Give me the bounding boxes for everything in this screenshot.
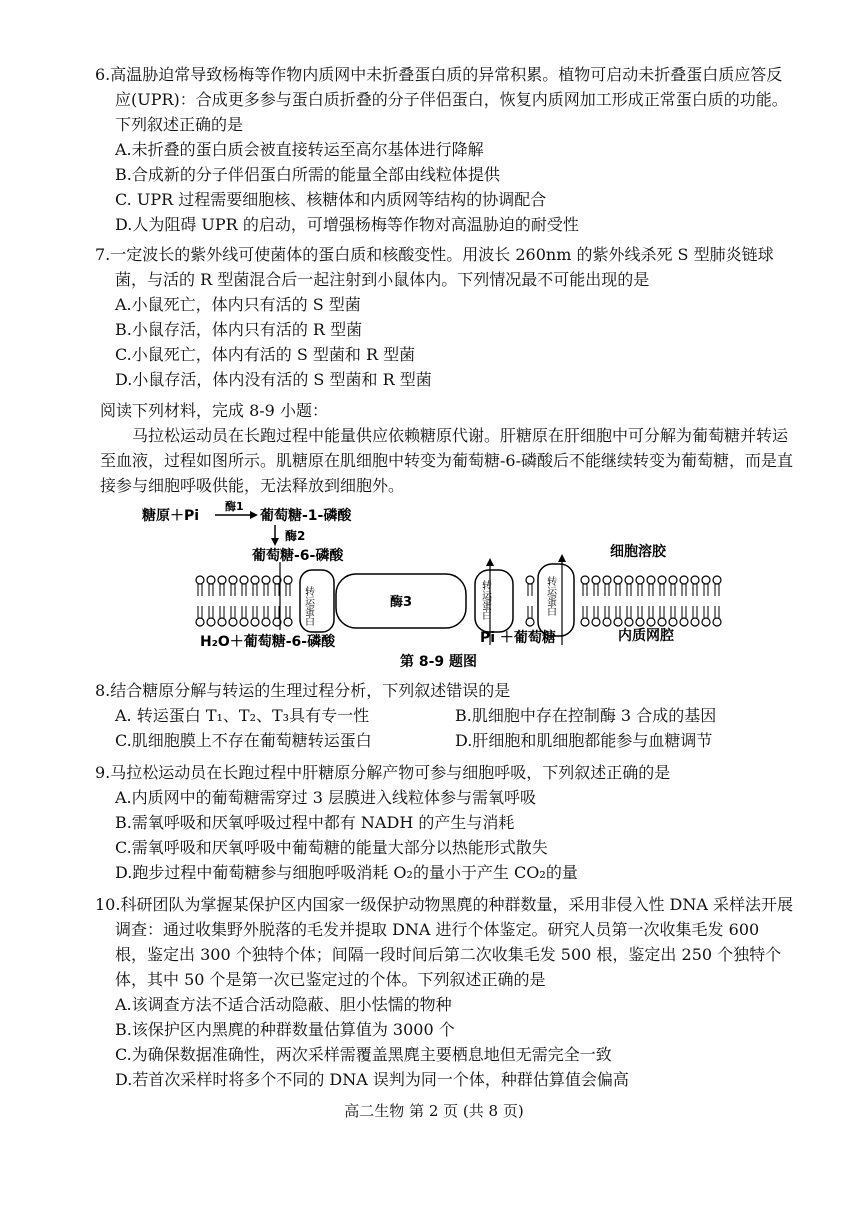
question-8-option-a: A. 转运蛋白 T₁、T₂、T₃具有专一性 bbox=[115, 706, 370, 725]
fig-caption: 第 8-9 题图 bbox=[400, 654, 478, 670]
question-7-option-b: B.小鼠存活，体内只有活的 R 型菌 bbox=[115, 320, 363, 339]
fig-glycogen-pi: 糖原＋Pi bbox=[142, 508, 200, 524]
question-8 bbox=[95, 678, 795, 753]
question-8-stem: 8.结合糖原分解与转运的生理过程分析，下列叙述错误的是 bbox=[95, 681, 511, 700]
fig-t2-label: 转运蛋白 bbox=[479, 580, 491, 620]
question-10-option-d: D.若首次采样时将多个不同的 DNA 误判为同一个体，种群估算值会偏高 bbox=[115, 1070, 629, 1089]
question-9-option-b: B.需氧呼吸和厌氧呼吸过程中都有 NADH 的产生与消耗 bbox=[115, 813, 515, 832]
question-6-option-a: A.未折叠的蛋白质会被直接转运至高尔基体进行降解 bbox=[115, 140, 484, 159]
question-6-option-d: D.人为阻碍 UPR 的启动，可增强杨梅等作物对高温胁迫的耐受性 bbox=[115, 215, 579, 234]
question-7-stem: 7.一定波长的紫外线可使菌体的蛋白质和核酸变性。用波长 260nm 的紫外线杀死 S 型肺炎链球菌，与活的 R 型菌混合后一起注射到小鼠体内。下列情况最不可能出现的是 bbox=[95, 245, 774, 289]
fig-enzyme2: 酶2 bbox=[285, 529, 306, 543]
fig-cytosol: 细胞溶胶 bbox=[610, 544, 666, 560]
question-7-option-d: D.小鼠存活，体内没有活的 S 型菌和 R 型菌 bbox=[115, 370, 432, 389]
question-9-option-a: A.内质网中的葡萄糖需穿过 3 层膜进入线粒体参与需氧呼吸 bbox=[115, 788, 536, 807]
question-9-stem: 9.马拉松运动员在长跑过程中肝糖原分解产物可参与细胞呼吸，下列叙述正确的是 bbox=[95, 763, 671, 782]
question-10-option-b: B.该保护区内黑麂的种群数量估算值为 3000 个 bbox=[115, 1020, 455, 1039]
question-10-stem: 10.科研团队为掌握某保护区内国家一级保护动物黑麂的种群数量，采用非侵入性 DNA 采样法开展调查：通过收集野外脱落的毛发并提取 DNA 进行个体鉴定。研究人员第一次收集毛发 600 根，鉴定出 300 个独特个体；间隔一段时间后第二次收集毛发 500 根，鉴定出 250 个独特个体，其中 50 个是第一次已鉴定过的个体。下列叙述正确的是 bbox=[95, 895, 794, 989]
question-7-option-c: C.小鼠死亡，体内有活的 S 型菌和 R 型菌 bbox=[115, 345, 416, 364]
fig-enzyme3-label: 酶3 bbox=[390, 595, 413, 610]
reading-paragraph: 马拉松运动员在长跑过程中能量供应依赖糖原代谢。肝糖原在肝细胞中可分解为葡萄糖并转运至血液，过程如图所示。肌糖原在肌细胞中转变为葡萄糖-6-磷酸后不能继续转变为葡萄糖，而是直接参与细胞呼吸供能，无法释放到细胞外。 bbox=[100, 426, 793, 495]
fig-t3-label: 转运蛋白 bbox=[544, 576, 556, 616]
question-6-option-b: B.合成新的分子伴侣蛋白所需的能量全部由线粒体提供 bbox=[115, 165, 500, 184]
page-footer: 高二生物 第 2 页 (共 8 页) bbox=[344, 1102, 524, 1120]
fig-t1-label: 转运蛋白 bbox=[302, 586, 314, 626]
fig-bottom-left: H₂O＋葡萄糖-6-磷酸 bbox=[200, 634, 336, 650]
fig-enzyme1: 酶1 bbox=[225, 500, 244, 513]
question-6-option-c: C. UPR 过程需要细胞核、核糖体和内质网等结构的协调配合 bbox=[115, 190, 547, 209]
question-7 bbox=[95, 242, 795, 392]
question-9-option-d: D.跑步过程中葡萄糖参与细胞呼吸消耗 O₂的量小于产生 CO₂的量 bbox=[115, 863, 578, 882]
fig-g1p: 葡萄糖-1-磷酸 bbox=[260, 508, 352, 524]
question-8-option-c: C.肌细胞膜上不存在葡萄糖转运蛋白 bbox=[115, 731, 372, 750]
reading-material bbox=[100, 398, 800, 498]
question-8-option-b: B.肌细胞中存在控制酶 3 合成的基因 bbox=[455, 706, 717, 725]
fig-er-lumen: 内质网腔 bbox=[618, 628, 674, 644]
question-10-option-a: A.该调查方法不适合活动隐蔽、胆小怯懦的物种 bbox=[115, 995, 452, 1014]
fig-g6p-top: 葡萄糖-6-磷酸 bbox=[252, 548, 344, 564]
question-9-option-c: C.需氧呼吸和厌氧呼吸中葡萄糖的能量大部分以热能形式散失 bbox=[115, 838, 548, 857]
question-6 bbox=[95, 62, 795, 237]
question-7-option-a: A.小鼠死亡，体内只有活的 S 型菌 bbox=[115, 295, 361, 314]
reading-lead: 阅读下列材料，完成 8-9 小题： bbox=[100, 401, 328, 420]
question-10 bbox=[95, 892, 795, 1092]
question-9 bbox=[95, 760, 795, 885]
question-6-stem: 6.高温胁迫常导致杨梅等作物内质网中未折叠蛋白质的异常积累。植物可启动未折叠蛋白质应答反应(UPR)：合成更多参与蛋白质折叠的分子伴侣蛋白，恢复内质网加工形成正常蛋白质的功能。下列叙述正确的是 bbox=[95, 65, 788, 134]
glycogen-figure bbox=[140, 500, 740, 670]
question-10-option-c: C.为确保数据准确性，两次采样需覆盖黑麂主要栖息地但无需完全一致 bbox=[115, 1045, 612, 1064]
fig-bottom-right: Pi ＋葡萄糖 bbox=[480, 630, 556, 646]
question-8-option-d: D.肝细胞和肌细胞都能参与血糖调节 bbox=[455, 731, 713, 750]
transporter-t3 bbox=[538, 564, 574, 636]
